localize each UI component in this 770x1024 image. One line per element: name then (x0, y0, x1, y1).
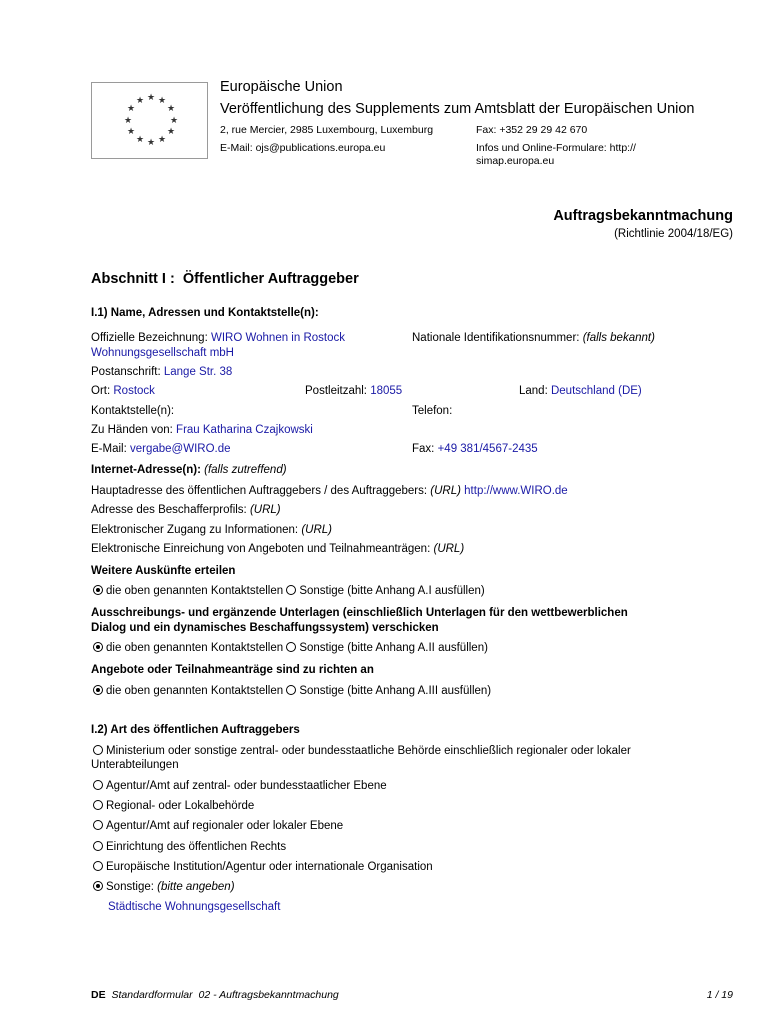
header-subtitle: Veröffentlichung des Supplements zum Amtsblatt der Europäischen Union (220, 101, 695, 117)
authority-other-value: Städtische Wohnungsgesellschaft (108, 901, 281, 913)
authority-option-7-label: Sonstige: (106, 881, 154, 893)
authority-option-2-label: Agentur/Amt auf zentral- oder bundesstaatlicher Ebene (106, 780, 387, 792)
radio-unchecked-icon[interactable] (286, 585, 296, 595)
country-label: Land: (519, 385, 548, 397)
footer-lang: DE (91, 989, 106, 1001)
docs-above-label: die oben genannten Kontaktstellen (106, 642, 284, 654)
electronic-access-hint: (URL) (301, 524, 332, 536)
authority-option-3[interactable] (93, 800, 254, 812)
docs-above-option[interactable] (93, 642, 283, 654)
attn-row (91, 424, 313, 436)
document-title: Auftragsbekanntmachung (553, 208, 733, 224)
further-info-other-option[interactable] (286, 585, 484, 597)
radio-unchecked-icon[interactable] (93, 745, 103, 755)
official-name-value: WIRO Wohnen in Rostock (210, 332, 345, 344)
header-infos-line2: simap.europa.eu (476, 155, 555, 167)
svg-text:★: ★ (157, 96, 167, 106)
electronic-submit-label: Elektronische Einreichung von Angeboten und Teilnahmeanträgen: (91, 543, 431, 555)
section-1-1-heading: I.1) Name, Adressen und Kontaktstelle(n): (91, 307, 319, 319)
radio-checked-icon[interactable] (93, 585, 103, 595)
postal-value: Lange Str. 38 (163, 366, 233, 378)
svg-text:★: ★ (146, 138, 156, 148)
section-title: Abschnitt I : Öffentlicher Auftraggeber (91, 271, 359, 287)
svg-text:★: ★ (123, 116, 133, 126)
org-name: Europäische Union (220, 79, 343, 95)
radio-checked-icon[interactable] (93, 642, 103, 652)
authority-option-4[interactable] (93, 820, 343, 832)
footer-left (91, 989, 339, 1001)
tenders-heading: Angebote oder Teilnahmeanträge sind zu richten an (91, 664, 374, 676)
zip-row (305, 385, 402, 397)
main-address-link[interactable]: http://www.WIRO.de (464, 485, 568, 497)
svg-text:★: ★ (157, 135, 167, 145)
contact-label: Kontaktstelle(n): (91, 405, 175, 417)
internet-heading-row (91, 464, 287, 476)
tenders-other-label: Sonstige (bitte Anhang A.III ausfüllen) (299, 685, 492, 697)
footer-form-name: Standardformular 02 - Auftragsbekanntmachung (111, 989, 339, 1001)
authority-option-6-label: Europäische Institution/Agentur oder internationale Organisation (106, 861, 433, 873)
authority-option-7-hint: (bitte angeben) (157, 881, 235, 893)
main-address-label: Hauptadresse des öffentlichen Auftraggebers / des Auftraggebers: (91, 485, 428, 497)
fax-row (412, 443, 538, 455)
email-value[interactable]: vergabe@WIRO.de (129, 443, 231, 455)
authority-option-4-label: Agentur/Amt auf regionaler oder lokaler Ebene (106, 820, 344, 832)
further-info-heading: Weitere Auskünfte erteilen (91, 565, 236, 577)
electronic-access-label: Elektronischer Zugang zu Informationen: (91, 524, 299, 536)
tenders-above-label: die oben genannten Kontaktstellen (106, 685, 284, 697)
internet-heading: Internet-Adresse(n): (91, 464, 201, 476)
authority-option-7[interactable] (93, 881, 235, 893)
directive-label: (Richtlinie 2004/18/EG) (614, 228, 733, 240)
section-1-2-heading: I.2) Art des öffentlichen Auftraggebers (91, 724, 300, 736)
eu-flag-logo (91, 82, 208, 159)
svg-text:★: ★ (126, 104, 136, 114)
further-info-other-label: Sonstige (bitte Anhang A.I ausfüllen) (299, 585, 485, 597)
authority-option-3-label: Regional- oder Lokalbehörde (106, 800, 255, 812)
postal-row (91, 366, 232, 378)
attn-value: Frau Katharina Czajkowski (176, 424, 313, 436)
docs-heading-line2: Dialog und ein dynamisches Beschaffungssystem) verschicken (91, 622, 439, 634)
buyer-profile-hint: (URL) (249, 504, 281, 516)
buyer-profile-label: Adresse des Beschafferprofils: (91, 504, 247, 516)
city-row (91, 385, 155, 397)
national-id-hint: (falls bekannt) (582, 332, 655, 344)
radio-unchecked-icon[interactable] (93, 800, 103, 810)
svg-text:★: ★ (166, 127, 176, 137)
radio-unchecked-icon[interactable] (286, 642, 296, 652)
page-number: 1 / 19 (706, 989, 733, 1001)
authority-option-2[interactable] (93, 780, 387, 792)
city-label: Ort: (91, 385, 111, 397)
email-label: E-Mail: (91, 443, 127, 455)
radio-checked-icon[interactable] (93, 685, 103, 695)
svg-text:★: ★ (126, 127, 136, 137)
country-value: Deutschland (DE) (550, 385, 642, 397)
country-row (519, 385, 642, 397)
authority-option-6[interactable] (93, 861, 433, 873)
svg-text:★: ★ (135, 96, 145, 106)
authority-option-1-cont: Unterabteilungen (91, 759, 179, 771)
national-id-row (412, 332, 655, 344)
docs-options (93, 642, 488, 654)
email-row (91, 443, 231, 455)
electronic-submit-row (91, 543, 464, 555)
authority-option-1-label: Ministerium oder sonstige zentral- oder bundesstaatliche Behörde einschließlich regionaler oder lokaler (106, 745, 631, 757)
docs-heading-line1: Ausschreibungs- und ergänzende Unterlagen (einschließlich Unterlagen für den wettbewerblichen (91, 607, 628, 619)
fax-label: Fax: (412, 443, 435, 455)
tenders-other-option[interactable] (286, 685, 491, 697)
header-fax: Fax: +352 29 29 42 670 (476, 124, 588, 136)
radio-checked-icon[interactable] (93, 881, 103, 891)
further-info-above-option[interactable] (93, 585, 283, 597)
attn-label: Zu Händen von: (91, 424, 173, 436)
svg-text:★: ★ (135, 135, 145, 145)
city-value: Rostock (113, 385, 155, 397)
main-address-url-hint: (URL) (430, 485, 461, 497)
docs-other-label: Sonstige (bitte Anhang A.II ausfüllen) (299, 642, 488, 654)
svg-text:★: ★ (169, 116, 179, 126)
tenders-options (93, 685, 491, 697)
eu-stars-icon (92, 83, 209, 160)
radio-unchecked-icon[interactable] (93, 780, 103, 790)
electronic-submit-hint: (URL) (433, 543, 465, 555)
internet-hint: (falls zutreffend) (204, 464, 287, 476)
svg-text:★: ★ (146, 93, 156, 103)
electronic-access-row (91, 524, 332, 536)
authority-option-5[interactable] (93, 841, 286, 853)
header-infos-line1: Infos und Online-Formulare: http:// (476, 142, 636, 154)
further-info-options (93, 585, 485, 597)
docs-other-option[interactable] (286, 642, 488, 654)
tenders-above-option[interactable] (93, 685, 283, 697)
phone-label: Telefon: (412, 405, 453, 417)
zip-value: 18055 (370, 385, 403, 397)
radio-unchecked-icon[interactable] (93, 820, 103, 830)
radio-unchecked-icon[interactable] (93, 861, 103, 871)
national-id-label: Nationale Identifikationsnummer: (412, 332, 580, 344)
official-name-row (91, 332, 345, 344)
buyer-profile-row (91, 504, 281, 516)
fax-value: +49 381/4567-2435 (437, 443, 538, 455)
main-address-row (91, 485, 568, 497)
svg-text:★: ★ (166, 104, 176, 114)
postal-label: Postanschrift: (91, 366, 161, 378)
radio-unchecked-icon[interactable] (93, 841, 103, 851)
official-name-value-cont: Wohnungsgesellschaft mbH (91, 347, 234, 359)
authority-option-1[interactable] (93, 744, 733, 759)
authority-option-5-label: Einrichtung des öffentlichen Rechts (106, 841, 287, 853)
further-info-above-label: die oben genannten Kontaktstellen (106, 585, 284, 597)
official-name-label: Offizielle Bezeichnung: (91, 332, 208, 344)
zip-label: Postleitzahl: (305, 385, 368, 397)
header-address: 2, rue Mercier, 2985 Luxembourg, Luxemburg (220, 124, 434, 136)
radio-unchecked-icon[interactable] (286, 685, 296, 695)
header-email: E-Mail: ojs@publications.europa.eu (220, 142, 386, 154)
